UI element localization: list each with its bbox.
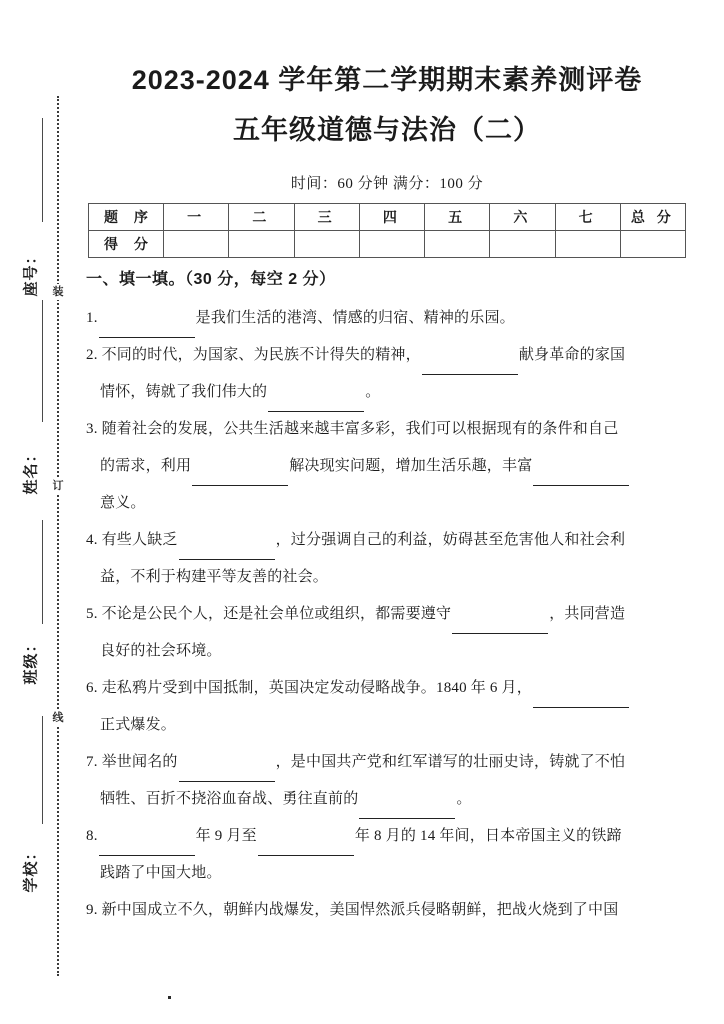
question-line (86, 818, 686, 855)
question-line (86, 448, 686, 485)
question-line (86, 559, 686, 596)
question-line (86, 744, 686, 781)
question-text: 牺牲、百折不挠浴血奋战、勇往直前的 (100, 791, 359, 807)
margin-rule-2 (42, 300, 43, 422)
page-footer-mark (168, 996, 171, 999)
margin-rule-4 (42, 716, 43, 824)
answer-blank[interactable] (533, 448, 629, 486)
seal-char-zhuang: 装 (49, 284, 67, 300)
answer-blank[interactable] (179, 744, 275, 782)
question-text: 2. 不同的时代，为国家、为民族不计得失的精神， (86, 347, 421, 363)
question-text: 4. 有些人缺乏 (86, 532, 178, 548)
question-line (86, 707, 686, 744)
question-text: 正式爆发。 (100, 717, 177, 733)
score-table (88, 203, 686, 258)
question-text: ，过分强调自己的利益，妨碍甚至危害他人和社会利 (275, 532, 626, 548)
question-line (86, 522, 686, 559)
question-text: 良好的社会环境。 (100, 643, 222, 659)
question-text: 。 (456, 791, 472, 807)
score-table-col-7: 七 (555, 204, 620, 231)
score-table-col-2: 二 (229, 204, 294, 231)
seal-dotted-line (57, 96, 59, 976)
score-cell-5[interactable] (425, 231, 490, 258)
seal-char-xian: 线 (49, 710, 67, 726)
answer-blank[interactable] (533, 670, 629, 708)
score-table-col-5: 五 (425, 204, 490, 231)
question-text: ，是中国共产党和红军谱写的壮丽史诗，铸就了不怕 (275, 754, 626, 770)
question-text: 献身革命的家国 (518, 347, 626, 363)
question-text: 1. (86, 310, 98, 326)
question-text: 。 (365, 384, 381, 400)
answer-blank[interactable] (359, 781, 455, 819)
score-cell-6[interactable] (490, 231, 555, 258)
question-text: 8. (86, 828, 98, 844)
margin-rule-3 (42, 520, 43, 624)
score-table-col-total: 总 分 (620, 204, 685, 231)
score-cell-7[interactable] (555, 231, 620, 258)
answer-blank[interactable] (99, 818, 195, 856)
question-text: 3. 随着社会的发展，公共生活越来越丰富多彩，我们可以根据现有的条件和自己 (86, 421, 619, 437)
question-text: 益，不利于构建平等友善的社会。 (100, 569, 329, 585)
question-line (86, 855, 686, 892)
score-cell-2[interactable] (229, 231, 294, 258)
seal-char-ding: 订 (49, 478, 67, 494)
paper-title-sub: 五年级道德与法治（二） (233, 115, 541, 145)
question-text: 年 8 月的 14 年间，日本帝国主义的铁蹄 (354, 828, 622, 844)
question-text: 是我们生活的港湾、情感的归宿、精神的乐园。 (195, 310, 515, 326)
answer-blank[interactable] (452, 596, 548, 634)
score-table-col-3: 三 (294, 204, 359, 231)
score-cell-4[interactable] (359, 231, 424, 258)
question-line (86, 892, 686, 929)
question-line (86, 596, 686, 633)
question-line (86, 300, 686, 337)
question-text: 情怀，铸就了我们伟大的 (100, 384, 268, 400)
question-line (86, 337, 686, 374)
question-text: 5. 不论是公民个人，还是社会单位或组织，都需要遵守 (86, 606, 452, 622)
score-cell-total[interactable] (620, 231, 685, 258)
answer-blank[interactable] (179, 522, 275, 560)
question-line (86, 411, 686, 448)
margin-rule-1 (42, 118, 43, 222)
question-text: 7. 举世闻名的 (86, 754, 178, 770)
answer-blank[interactable] (422, 337, 518, 375)
question-text: 意义。 (100, 495, 146, 511)
question-text: 6. 走私鸦片受到中国抵制，英国决定发动侵略战争。1840 年 6 月， (86, 680, 532, 696)
question-line (86, 374, 686, 411)
margin-label-seat-number: 座号： (22, 248, 40, 297)
margin-label-class: 班级： (22, 636, 40, 685)
question-line (86, 485, 686, 522)
question-line (86, 781, 686, 818)
margin-label-school: 学校： (22, 844, 40, 893)
score-table-row-label-question: 题 序 (89, 204, 164, 231)
answer-blank[interactable] (268, 374, 364, 412)
question-line (86, 633, 686, 670)
score-table-row-label-score: 得 分 (89, 231, 164, 258)
answer-blank[interactable] (192, 448, 288, 486)
document-body (86, 0, 724, 1024)
score-cell-3[interactable] (294, 231, 359, 258)
question-line (86, 670, 686, 707)
section-heading: 一、填一填。（30 分，每空 2 分） (86, 271, 336, 288)
score-table-col-4: 四 (359, 204, 424, 231)
question-text: 9. 新中国成立不久，朝鲜内战爆发，美国悍然派兵侵略朝鲜，把战火烧到了中国 (86, 902, 619, 918)
question-text: 解决现实问题，增加生活乐趣，丰富 (289, 458, 533, 474)
question-text: 践踏了中国大地。 (100, 865, 222, 881)
binding-margin (0, 0, 86, 1024)
question-text: 年 9 月至 (195, 828, 257, 844)
table-row-headers (89, 204, 686, 231)
paper-meta-line: 时间：60 分钟 满分：100 分 (290, 176, 484, 192)
margin-label-name: 姓名： (22, 446, 40, 495)
paper-title-main: 2023-2024 学年第二学期期末素养测评卷 (131, 65, 643, 95)
score-table-col-6: 六 (490, 204, 555, 231)
score-cell-1[interactable] (164, 231, 229, 258)
question-list (86, 300, 686, 929)
question-text: ，共同营造 (549, 606, 626, 622)
answer-blank[interactable] (99, 300, 195, 338)
question-text: 的需求，利用 (100, 458, 192, 474)
score-table-col-1: 一 (164, 204, 229, 231)
table-row-scores (89, 231, 686, 258)
answer-blank[interactable] (258, 818, 354, 856)
